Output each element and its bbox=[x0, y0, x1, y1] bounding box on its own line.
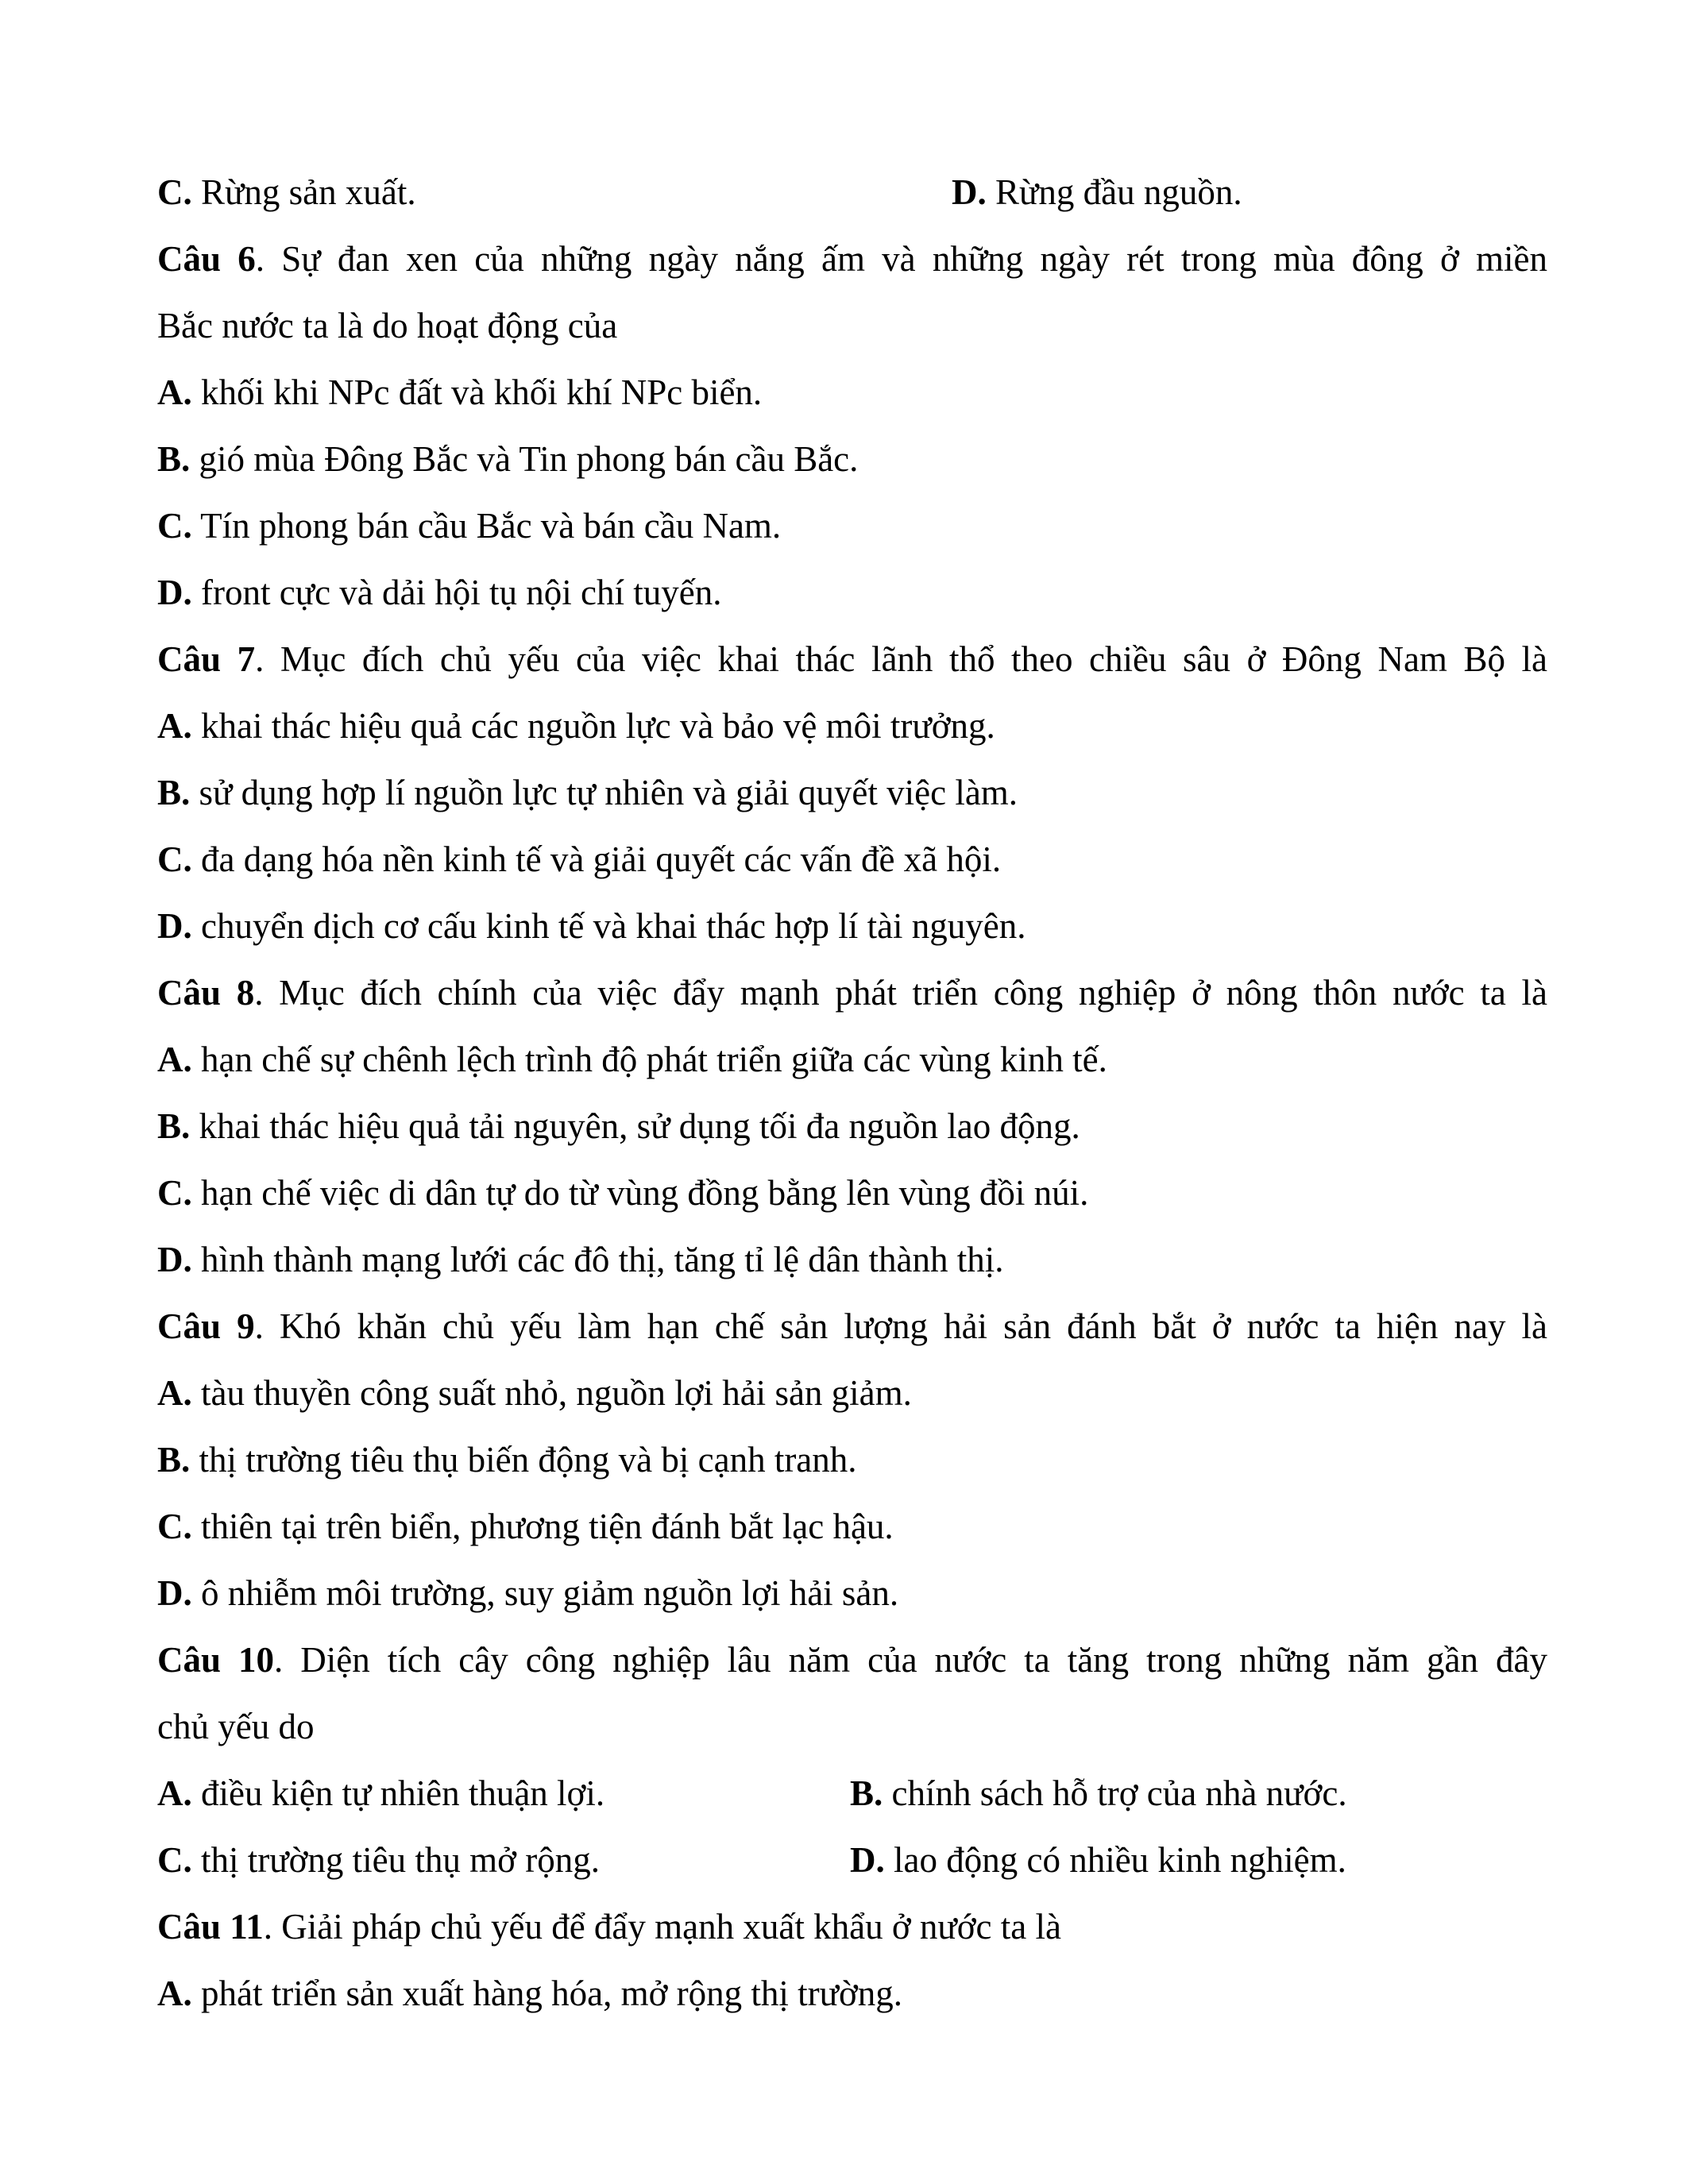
answer-option bbox=[157, 559, 1547, 626]
option-text: ô nhiễm môi trường, suy giảm nguồn lợi hải sản. bbox=[191, 1573, 899, 1613]
option-label: B. bbox=[850, 1773, 883, 1813]
answer-option bbox=[157, 359, 1547, 426]
answer-option bbox=[157, 1226, 1547, 1293]
question-number: Câu 9 bbox=[157, 1306, 255, 1346]
answer-option bbox=[157, 1560, 1547, 1626]
option-text: hạn chế việc di dân tự do từ vùng đồng bằng lên vùng đồi núi. bbox=[191, 1173, 1089, 1213]
option-text: hình thành mạng lưới các đô thị, tăng tỉ lệ dân thành thị. bbox=[191, 1240, 1004, 1279]
answer-option bbox=[157, 1360, 1547, 1426]
option-text: front cực và dải hội tụ nội chí tuyến. bbox=[191, 573, 722, 612]
option-text: khai thác hiệu quả các nguồn lực và bảo vệ môi trưởng. bbox=[191, 706, 995, 746]
question-text: Bắc nước ta là do hoạt động của bbox=[157, 306, 618, 345]
option-label: B. bbox=[157, 773, 191, 812]
answer-option bbox=[157, 1773, 605, 1813]
option-label: B. bbox=[157, 1106, 191, 1146]
answer-option bbox=[157, 759, 1547, 826]
option-label: C. bbox=[157, 506, 192, 546]
option-text: điều kiện tự nhiên thuận lợi. bbox=[191, 1773, 605, 1813]
question-number: Câu 8 bbox=[157, 973, 255, 1013]
option-label: A. bbox=[157, 1040, 192, 1079]
option-text: chính sách hỗ trợ của nhà nước. bbox=[883, 1773, 1347, 1813]
answer-option bbox=[157, 693, 1547, 759]
option-label: A. bbox=[157, 1773, 192, 1813]
answer-option bbox=[157, 826, 1547, 893]
answer-option bbox=[157, 426, 1547, 492]
option-text: sử dụng hợp lí nguồn lực tự nhiên và giải quyết việc làm. bbox=[190, 773, 1018, 812]
answer-option bbox=[157, 1093, 1547, 1160]
option-label: D. bbox=[952, 172, 987, 212]
option-label: D. bbox=[157, 573, 192, 612]
option-label: B. bbox=[157, 1440, 191, 1480]
option-text: Rừng sản xuất. bbox=[191, 172, 416, 212]
option-text: lao động có nhiều kinh nghiệm. bbox=[884, 1840, 1346, 1880]
option-label: A. bbox=[157, 706, 192, 746]
option-label: A. bbox=[157, 1974, 192, 2013]
question-text: . Mục đích chủ yếu của việc khai thác lãnh thổ theo chiều sâu ở Đông Nam Bộ là bbox=[255, 639, 1547, 679]
option-text: chuyển dịch cơ cấu kinh tế và khai thác hợp lí tài nguyên. bbox=[191, 906, 1026, 946]
option-label: C. bbox=[157, 1507, 192, 1546]
question-text-continued bbox=[157, 292, 1547, 359]
option-label: D. bbox=[157, 906, 192, 946]
answer-options-row bbox=[157, 1827, 1547, 1893]
document-page bbox=[157, 159, 1547, 2027]
answer-option bbox=[952, 159, 1242, 226]
option-label: C. bbox=[157, 172, 192, 212]
answer-option bbox=[157, 172, 416, 212]
answer-options-row bbox=[157, 1760, 1547, 1827]
option-text: khai thác hiệu quả tải nguyên, sử dụng tối đa nguồn lao động. bbox=[190, 1106, 1080, 1146]
question-line bbox=[157, 626, 1547, 693]
option-label: D. bbox=[157, 1240, 192, 1279]
question-line bbox=[157, 959, 1547, 1026]
option-label: C. bbox=[157, 1173, 192, 1213]
answer-option bbox=[157, 1426, 1547, 1493]
answer-option bbox=[157, 1160, 1547, 1226]
question-line bbox=[157, 1626, 1547, 1693]
option-label: A. bbox=[157, 372, 192, 412]
question-text: . Khó khăn chủ yếu làm hạn chế sản lượng hải sản đánh bắt ở nước ta hiện nay là bbox=[254, 1306, 1547, 1346]
answer-option bbox=[157, 893, 1547, 959]
question-text: . Sự đan xen của những ngày nắng ấm và những ngày rét trong mùa đông ở miền bbox=[255, 239, 1548, 279]
answer-options-row bbox=[157, 159, 1547, 226]
question-line bbox=[157, 226, 1547, 292]
option-text: phát triển sản xuất hàng hóa, mở rộng thị trường. bbox=[191, 1974, 903, 2013]
question-text: . Diện tích cây công nghiệp lâu năm của nước ta tăng trong những năm gần đây bbox=[274, 1640, 1547, 1680]
option-text: thiên tại trên biển, phương tiện đánh bắt lạc hậu. bbox=[191, 1507, 894, 1546]
answer-option bbox=[850, 1760, 1347, 1827]
question-text: . Giải pháp chủ yếu để đẩy mạnh xuất khẩu ở nước ta là bbox=[263, 1907, 1061, 1947]
question-line bbox=[157, 1893, 1547, 1960]
option-label: D. bbox=[850, 1840, 885, 1880]
option-label: B. bbox=[157, 439, 191, 479]
question-number: Câu 6 bbox=[157, 239, 256, 279]
question-number: Câu 11 bbox=[157, 1907, 264, 1947]
question-number: Câu 7 bbox=[157, 639, 256, 679]
option-text: hạn chế sự chênh lệch trình độ phát triển giữa các vùng kinh tế. bbox=[191, 1040, 1107, 1079]
question-number: Câu 10 bbox=[157, 1640, 275, 1680]
question-line bbox=[157, 1293, 1547, 1360]
answer-option bbox=[157, 1493, 1547, 1560]
answer-option bbox=[157, 1960, 1547, 2027]
option-text: Tín phong bán cầu Bắc và bán cầu Nam. bbox=[191, 506, 782, 546]
question-text-continued bbox=[157, 1693, 1547, 1760]
option-label: A. bbox=[157, 1373, 192, 1413]
question-text: chủ yếu do bbox=[157, 1707, 315, 1746]
option-text: gió mùa Đông Bắc và Tin phong bán cầu Bắc. bbox=[190, 439, 859, 479]
answer-option bbox=[157, 1840, 600, 1880]
option-label: C. bbox=[157, 1840, 192, 1880]
option-text: khối khi NPc đất và khối khí NPc biển. bbox=[191, 372, 763, 412]
answer-option bbox=[850, 1827, 1346, 1893]
option-label: C. bbox=[157, 839, 192, 879]
option-label: D. bbox=[157, 1573, 192, 1613]
option-text: thị trường tiêu thụ biến động và bị cạnh tranh. bbox=[190, 1440, 857, 1480]
option-text: tàu thuyền công suất nhỏ, nguồn lợi hải sản giảm. bbox=[191, 1373, 912, 1413]
option-text: Rừng đầu nguồn. bbox=[986, 172, 1242, 212]
question-text: . Mục đích chính của việc đẩy mạnh phát triển công nghiệp ở nông thôn nước ta là bbox=[254, 973, 1547, 1013]
answer-option bbox=[157, 1026, 1547, 1093]
answer-option bbox=[157, 492, 1547, 559]
option-text: thị trường tiêu thụ mở rộng. bbox=[191, 1840, 600, 1880]
option-text: đa dạng hóa nền kinh tế và giải quyết các vấn đề xã hội. bbox=[191, 839, 1002, 879]
